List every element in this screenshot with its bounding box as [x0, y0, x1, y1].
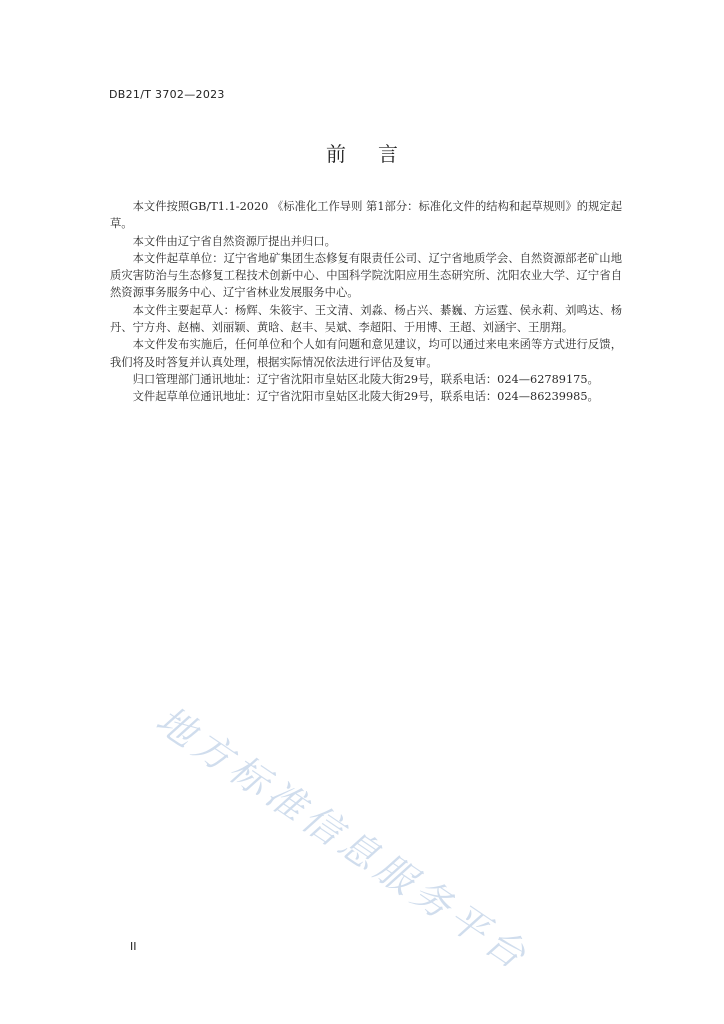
paragraph-drafter-address: 文件起草单位通讯地址：辽宁省沈阳市皇姑区北陵大街29号，联系电话：024—86239985。	[132, 390, 599, 404]
paragraph-feedback: 本文件发布实施后，任何单位和个人如有问题和意见建议，均可以通过来电来函等方式进行反馈，我们将及时答复并认真处理，根据实际情况依法进行评估及复审。	[110, 338, 622, 369]
paragraph-main-drafters: 本文件主要起草人：杨辉、朱筱宇、王文清、刘淼、杨占兴、綦巍、方运霆、侯永莉、刘鸣达、杨丹、宁方舟、赵楠、刘丽颖、黄晗、赵丰、吴斌、李超阳、于用博、王超、刘涵宇、王朋翔。	[110, 303, 622, 335]
preface-body	[110, 198, 622, 406]
document-code: DB21/T 3702—2023	[109, 88, 225, 101]
paragraph-drafting-rules: 本文件按照GB/T1.1-2020 《标准化工作导则 第1部分：标准化文件的结构和起草规则》的规定起草。	[110, 200, 622, 231]
paragraph-drafting-units: 本文件起草单位：辽宁省地矿集团生态修复有限责任公司、辽宁省地质学会、自然资源部老矿山地质灾害防治与生态修复工程技术创新中心、中国科学院沈阳应用生态研究所、沈阳农业大学、辽宁省自然资源事务服务中心、辽宁省林业发展服务中心。	[110, 251, 622, 300]
page-number: II	[130, 940, 137, 953]
paragraph-proposer: 本文件由辽宁省自然资源厅提出并归口。	[132, 234, 336, 248]
page-title	[0, 138, 724, 167]
title-char-1: 前	[326, 142, 346, 166]
title-char-2: 言	[378, 142, 398, 166]
paragraph-management-address: 归口管理部门通讯地址：辽宁省沈阳市皇姑区北陵大街29号，联系电话：024—62789175。	[132, 372, 599, 386]
watermark: 地方标准信息服务平台	[148, 697, 538, 980]
